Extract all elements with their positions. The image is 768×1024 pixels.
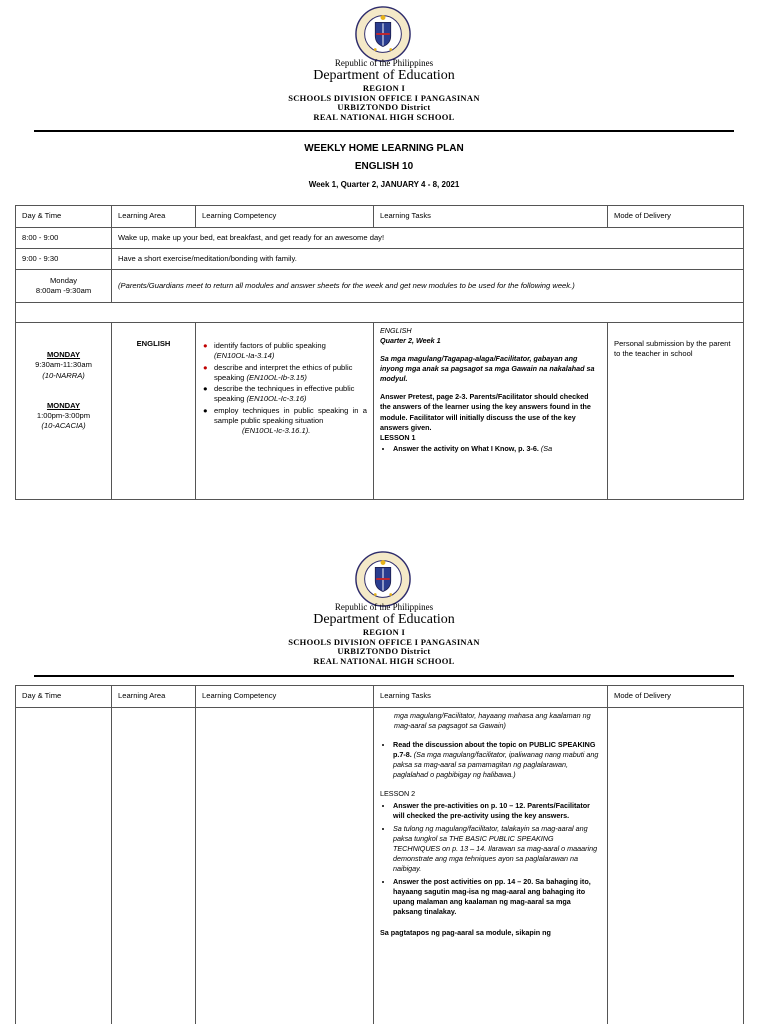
republic-line: Republic of the Philippines xyxy=(334,58,434,68)
col-header-learning-tasks: Learning Tasks xyxy=(374,686,608,708)
table-row xyxy=(16,249,744,270)
school-line: REAL NATIONAL HIGH SCHOOL xyxy=(313,111,455,122)
competency-cell xyxy=(196,323,374,500)
table-row xyxy=(16,228,744,249)
tasks-intro: Sa mga magulang/Tagapag-alaga/Facilitator, gabayan ang inyong mga anak sa pagsagot sa mga Gawain na nakalahad sa modyul. xyxy=(380,354,595,384)
row-activity: Have a short exercise/meditation/bonding with family. xyxy=(112,249,744,270)
school-line: REAL NATIONAL HIGH SCHOOL xyxy=(313,655,455,666)
row-activity: Wake up, make up your bed, eat breakfast, and get ready for an awesome day! xyxy=(112,228,744,249)
row-time: 9:00 - 9:30 xyxy=(16,249,112,270)
plan-subject: ENGLISH 10 xyxy=(354,161,414,172)
letterhead xyxy=(0,603,768,665)
tasks-cell xyxy=(374,708,608,1024)
document-page-2 xyxy=(0,545,768,1024)
tasks-closing: Sa pagtatapos ng pag-aaral sa module, sikapin ng xyxy=(380,928,551,938)
bullet-icon: ● xyxy=(203,405,208,415)
col-header-mode-of-delivery: Mode of Delivery xyxy=(608,686,744,708)
schedule-day: MONDAY xyxy=(46,350,81,359)
task-item: • Answer the activity on What I Know, p. 3-6. (Sa xyxy=(393,444,601,454)
bullet-icon: ● xyxy=(203,384,208,393)
competency-item: ● identify factors of public speaking (EN10OL-Ia-3.14) xyxy=(203,341,326,361)
republic-line: Republic of the Philippines xyxy=(334,602,434,612)
division-line: SCHOOLS DIVISION OFFICE I PANGASINAN xyxy=(288,636,480,647)
schedule-day: MONDAY xyxy=(46,400,81,410)
plan-title: WEEKLY HOME LEARNING PLAN xyxy=(304,143,464,154)
col-header-learning-competency: Learning Competency xyxy=(196,206,374,228)
bullet-icon: ● xyxy=(203,341,208,350)
table-row xyxy=(16,270,744,303)
competency-item: ● employ techniques in public speaking in a sample public speaking situation (EN10OL-Ic-3.16.1). xyxy=(203,405,367,435)
row-day: Monday xyxy=(49,275,78,285)
table-header-row xyxy=(16,206,744,228)
region-line: REGION I xyxy=(362,83,406,93)
tasks-continuation: mga magulang/Facilitator, hayaang mahasa ang kaalaman ng mag-aaral sa pagsagot sa Gawain) xyxy=(394,711,591,731)
district-line: URBIZTONDO District xyxy=(337,646,431,656)
col-header-day-time: Day & Time xyxy=(16,206,112,228)
division-line: SCHOOLS DIVISION OFFICE I PANGASINAN xyxy=(288,92,480,103)
plan-week: Week 1, Quarter 2, JANUARY 4 - 8, 2021 xyxy=(308,180,460,189)
row-day-time xyxy=(16,270,112,303)
task-item: • Read the discussion about the topic on PUBLIC SPEAKING p.7-8. (Sa mga magulang/facilitator, ipaliwanag nang mabuti ang paksa sa mag-aaral sa pamamagitan ng paglalarawan, paglalahad o pagbibigay ng halibawa.) xyxy=(393,740,601,780)
schedule-time: 9:30am-11:30am xyxy=(35,360,92,370)
row-time: 8:00am -9:30am xyxy=(35,286,92,295)
schedule-cell xyxy=(16,323,112,500)
learning-area-cell: ENGLISH xyxy=(112,323,196,500)
region-line: REGION I xyxy=(362,627,406,637)
competency-item: ● describe and interpret the ethics of public speaking (EN10OL-Ib-3.15) xyxy=(203,362,353,382)
learning-plan-table-continued xyxy=(15,685,744,1024)
tasks-cell xyxy=(374,323,608,500)
col-header-learning-competency: Learning Competency xyxy=(196,686,374,708)
department-line: Department of Education xyxy=(313,612,455,627)
col-header-learning-tasks: Learning Tasks xyxy=(374,206,608,228)
col-header-day-time: Day & Time xyxy=(16,686,112,708)
col-header-learning-area: Learning Area xyxy=(112,206,196,228)
department-line: Department of Education xyxy=(313,68,455,83)
schedule-section: (10-ACACIA) xyxy=(41,421,86,431)
tasks-subject: ENGLISH xyxy=(380,326,412,335)
header-divider xyxy=(34,130,734,132)
table-row xyxy=(16,323,744,500)
deped-seal-icon xyxy=(354,5,412,63)
learning-plan-table xyxy=(15,205,744,500)
row-activity: (Parents/Guardians meet to return all modules and answer sheets for the week and get new modules to be used for the following week.) xyxy=(112,270,744,303)
tasks-lesson2: LESSON 2 xyxy=(380,789,416,799)
delivery-cell: Personal submission by the parent to the teacher in school xyxy=(608,323,744,500)
schedule-time: 1:00pm-3:00pm xyxy=(36,411,91,420)
letterhead xyxy=(0,59,768,121)
header-divider xyxy=(34,675,734,677)
schedule-section: (10-NARRA) xyxy=(42,370,85,380)
district-line: URBIZTONDO District xyxy=(337,102,431,112)
task-item: • Answer the post activities on pp. 14 – 20. Sa bahaging ito, hayaang sagutin mag-isa ng mag-aaral ang bahaging ito upang malaman ang kaalaman ng mag-aaral sa mga paksang tinalakay. xyxy=(393,877,601,917)
tasks-lesson1: LESSON 1 xyxy=(380,432,416,442)
col-header-learning-area: Learning Area xyxy=(112,686,196,708)
competency-item: ● describe the techniques in effective public speaking (EN10OL-Ic-3.16) xyxy=(203,384,355,404)
table-row xyxy=(16,708,744,1024)
table-row-empty xyxy=(16,303,744,323)
row-time: 8:00 - 9:00 xyxy=(16,228,112,249)
bullet-icon: ● xyxy=(203,362,208,372)
tasks-pretest: Answer Pretest, page 2-3. Parents/Facilitator should checked the answers of the learner using the key answers found in the module. Facilitator will initially discuss the use of the key answers given. xyxy=(380,392,591,432)
table-header-row xyxy=(16,686,744,708)
task-item: • Sa tulong ng magulang/facilitator, talakayin sa mag-aaral ang paksa tungkol sa THE BASIC PUBLIC SPEAKING TECHNIQUES on p. 13 – 14. Ilarawan sa mag-aaral o maaaring demonstrate ang mga tehniques ayon sa paglalarawan na naibigay. xyxy=(393,824,601,874)
deped-seal-icon xyxy=(354,550,412,608)
col-header-mode-of-delivery: Mode of Delivery xyxy=(608,206,744,228)
tasks-quarter: Quarter 2, Week 1 xyxy=(380,336,441,346)
task-item: • Answer the pre-activities on p. 10 – 12. Parents/Facilitator will checked the pre-activity using the key answers. xyxy=(393,801,601,821)
